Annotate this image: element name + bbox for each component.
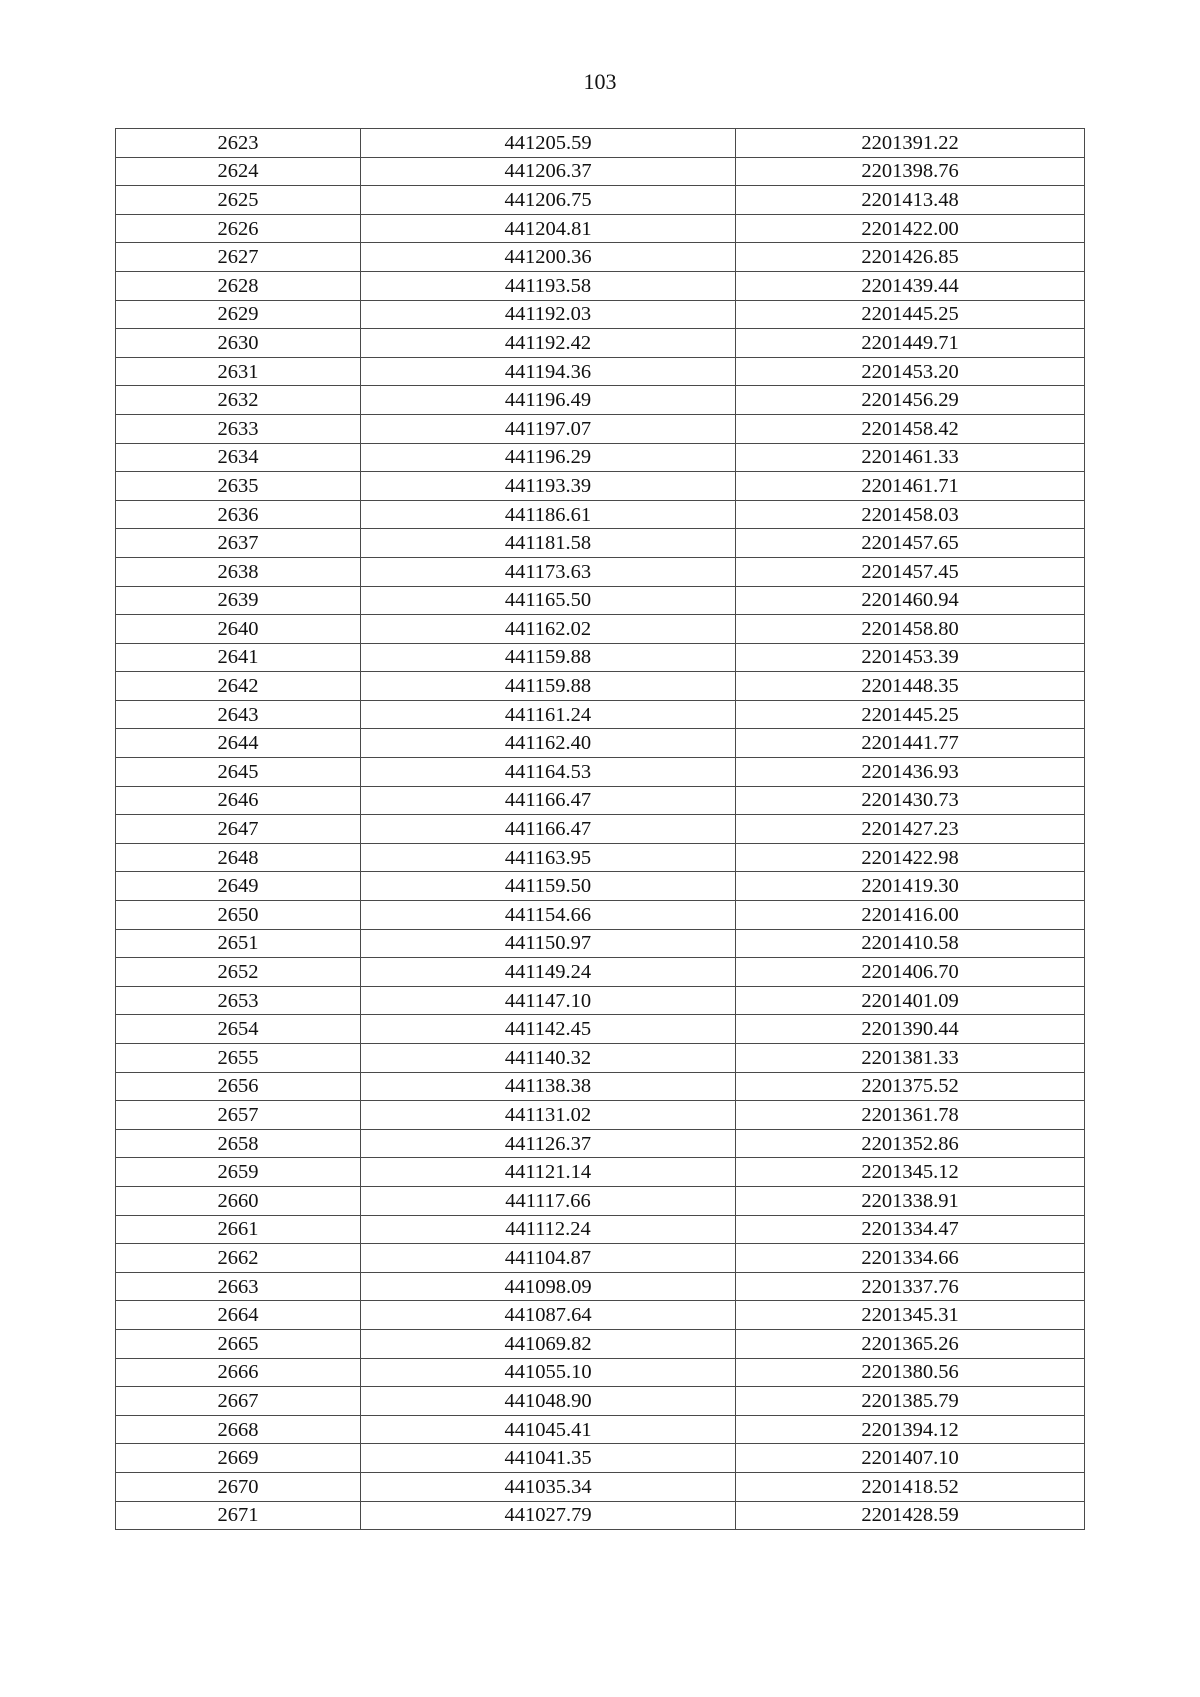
table-row	[116, 729, 1085, 758]
point-number-cell: 2626	[116, 214, 361, 243]
table-row	[116, 586, 1085, 615]
x-coordinate-cell: 441126.37	[361, 1129, 736, 1158]
x-coordinate-cell: 441138.38	[361, 1072, 736, 1101]
x-coordinate-cell: 441162.02	[361, 615, 736, 644]
y-coordinate-cell: 2201401.09	[736, 986, 1085, 1015]
y-coordinate-cell: 2201413.48	[736, 186, 1085, 215]
point-number-cell: 2630	[116, 329, 361, 358]
y-coordinate-cell: 2201381.33	[736, 1044, 1085, 1073]
table-row	[116, 929, 1085, 958]
point-number-cell: 2637	[116, 529, 361, 558]
table-row	[116, 443, 1085, 472]
table-row	[116, 901, 1085, 930]
y-coordinate-cell: 2201428.59	[736, 1501, 1085, 1530]
point-number-cell: 2663	[116, 1272, 361, 1301]
table-row	[116, 1044, 1085, 1073]
table-row	[116, 1101, 1085, 1130]
point-number-cell: 2668	[116, 1415, 361, 1444]
table-row	[116, 1301, 1085, 1330]
y-coordinate-cell: 2201338.91	[736, 1186, 1085, 1215]
y-coordinate-cell: 2201380.56	[736, 1358, 1085, 1387]
point-number-cell: 2640	[116, 615, 361, 644]
point-number-cell: 2671	[116, 1501, 361, 1530]
table-row	[116, 414, 1085, 443]
table-body	[116, 129, 1085, 1530]
point-number-cell: 2636	[116, 500, 361, 529]
x-coordinate-cell: 441197.07	[361, 414, 736, 443]
x-coordinate-cell: 441206.75	[361, 186, 736, 215]
point-number-cell: 2644	[116, 729, 361, 758]
table-row	[116, 815, 1085, 844]
y-coordinate-cell: 2201390.44	[736, 1015, 1085, 1044]
y-coordinate-cell: 2201457.65	[736, 529, 1085, 558]
coordinate-table	[115, 128, 1085, 1530]
y-coordinate-cell: 2201441.77	[736, 729, 1085, 758]
x-coordinate-cell: 441165.50	[361, 586, 736, 615]
point-number-cell: 2657	[116, 1101, 361, 1130]
x-coordinate-cell: 441027.79	[361, 1501, 736, 1530]
point-number-cell: 2662	[116, 1244, 361, 1273]
y-coordinate-cell: 2201461.33	[736, 443, 1085, 472]
point-number-cell: 2625	[116, 186, 361, 215]
point-number-cell: 2650	[116, 901, 361, 930]
point-number-cell: 2669	[116, 1444, 361, 1473]
y-coordinate-cell: 2201430.73	[736, 786, 1085, 815]
table-row	[116, 872, 1085, 901]
x-coordinate-cell: 441045.41	[361, 1415, 736, 1444]
table-row	[116, 186, 1085, 215]
point-number-cell: 2666	[116, 1358, 361, 1387]
x-coordinate-cell: 441154.66	[361, 901, 736, 930]
x-coordinate-cell: 441193.58	[361, 271, 736, 300]
table-row	[116, 1329, 1085, 1358]
table-row	[116, 1244, 1085, 1273]
y-coordinate-cell: 2201422.00	[736, 214, 1085, 243]
x-coordinate-cell: 441035.34	[361, 1472, 736, 1501]
x-coordinate-cell: 441163.95	[361, 843, 736, 872]
y-coordinate-cell: 2201456.29	[736, 386, 1085, 415]
y-coordinate-cell: 2201445.25	[736, 300, 1085, 329]
y-coordinate-cell: 2201394.12	[736, 1415, 1085, 1444]
x-coordinate-cell: 441112.24	[361, 1215, 736, 1244]
point-number-cell: 2648	[116, 843, 361, 872]
y-coordinate-cell: 2201410.58	[736, 929, 1085, 958]
y-coordinate-cell: 2201407.10	[736, 1444, 1085, 1473]
y-coordinate-cell: 2201361.78	[736, 1101, 1085, 1130]
y-coordinate-cell: 2201426.85	[736, 243, 1085, 272]
x-coordinate-cell: 441149.24	[361, 958, 736, 987]
point-number-cell: 2656	[116, 1072, 361, 1101]
x-coordinate-cell: 441140.32	[361, 1044, 736, 1073]
point-number-cell: 2635	[116, 472, 361, 501]
point-number-cell: 2659	[116, 1158, 361, 1187]
table-row	[116, 672, 1085, 701]
point-number-cell: 2661	[116, 1215, 361, 1244]
x-coordinate-cell: 441087.64	[361, 1301, 736, 1330]
table-row	[116, 643, 1085, 672]
table-row	[116, 700, 1085, 729]
x-coordinate-cell: 441162.40	[361, 729, 736, 758]
table-row	[116, 157, 1085, 186]
table-row	[116, 615, 1085, 644]
x-coordinate-cell: 441159.50	[361, 872, 736, 901]
point-number-cell: 2660	[116, 1186, 361, 1215]
y-coordinate-cell: 2201385.79	[736, 1387, 1085, 1416]
table-row	[116, 1415, 1085, 1444]
y-coordinate-cell: 2201365.26	[736, 1329, 1085, 1358]
x-coordinate-cell: 441150.97	[361, 929, 736, 958]
table-row	[116, 843, 1085, 872]
point-number-cell: 2627	[116, 243, 361, 272]
point-number-cell: 2651	[116, 929, 361, 958]
table-row	[116, 1072, 1085, 1101]
table-row	[116, 1015, 1085, 1044]
x-coordinate-cell: 441164.53	[361, 758, 736, 787]
y-coordinate-cell: 2201453.39	[736, 643, 1085, 672]
y-coordinate-cell: 2201449.71	[736, 329, 1085, 358]
point-number-cell: 2647	[116, 815, 361, 844]
x-coordinate-cell: 441069.82	[361, 1329, 736, 1358]
x-coordinate-cell: 441181.58	[361, 529, 736, 558]
x-coordinate-cell: 441194.36	[361, 357, 736, 386]
y-coordinate-cell: 2201352.86	[736, 1129, 1085, 1158]
table-row	[116, 986, 1085, 1015]
point-number-cell: 2643	[116, 700, 361, 729]
page-number: 103	[583, 69, 617, 94]
table-row	[116, 557, 1085, 586]
table-row	[116, 300, 1085, 329]
table-row	[116, 1158, 1085, 1187]
x-coordinate-cell: 441196.49	[361, 386, 736, 415]
point-number-cell: 2655	[116, 1044, 361, 1073]
table-row	[116, 1472, 1085, 1501]
x-coordinate-cell: 441161.24	[361, 700, 736, 729]
y-coordinate-cell: 2201418.52	[736, 1472, 1085, 1501]
x-coordinate-cell: 441104.87	[361, 1244, 736, 1273]
table-row	[116, 129, 1085, 158]
x-coordinate-cell: 441142.45	[361, 1015, 736, 1044]
x-coordinate-cell: 441147.10	[361, 986, 736, 1015]
y-coordinate-cell: 2201334.47	[736, 1215, 1085, 1244]
point-number-cell: 2652	[116, 958, 361, 987]
y-coordinate-cell: 2201436.93	[736, 758, 1085, 787]
x-coordinate-cell: 441192.42	[361, 329, 736, 358]
y-coordinate-cell: 2201419.30	[736, 872, 1085, 901]
point-number-cell: 2670	[116, 1472, 361, 1501]
x-coordinate-cell: 441159.88	[361, 672, 736, 701]
y-coordinate-cell: 2201422.98	[736, 843, 1085, 872]
table-row	[116, 529, 1085, 558]
x-coordinate-cell: 441192.03	[361, 300, 736, 329]
table-row	[116, 1501, 1085, 1530]
point-number-cell: 2653	[116, 986, 361, 1015]
table-row	[116, 1186, 1085, 1215]
table-row	[116, 1215, 1085, 1244]
x-coordinate-cell: 441117.66	[361, 1186, 736, 1215]
x-coordinate-cell: 441098.09	[361, 1272, 736, 1301]
x-coordinate-cell: 441131.02	[361, 1101, 736, 1130]
table-row	[116, 1444, 1085, 1473]
table-row	[116, 329, 1085, 358]
point-number-cell: 2631	[116, 357, 361, 386]
table-row	[116, 1387, 1085, 1416]
y-coordinate-cell: 2201427.23	[736, 815, 1085, 844]
x-coordinate-cell: 441159.88	[361, 643, 736, 672]
point-number-cell: 2634	[116, 443, 361, 472]
table-row	[116, 386, 1085, 415]
point-number-cell: 2638	[116, 557, 361, 586]
table-row	[116, 1272, 1085, 1301]
y-coordinate-cell: 2201445.25	[736, 700, 1085, 729]
x-coordinate-cell: 441205.59	[361, 129, 736, 158]
y-coordinate-cell: 2201457.45	[736, 557, 1085, 586]
table-row	[116, 472, 1085, 501]
point-number-cell: 2641	[116, 643, 361, 672]
y-coordinate-cell: 2201458.80	[736, 615, 1085, 644]
x-coordinate-cell: 441166.47	[361, 815, 736, 844]
y-coordinate-cell: 2201398.76	[736, 157, 1085, 186]
point-number-cell: 2665	[116, 1329, 361, 1358]
y-coordinate-cell: 2201345.12	[736, 1158, 1085, 1187]
point-number-cell: 2645	[116, 758, 361, 787]
y-coordinate-cell: 2201460.94	[736, 586, 1085, 615]
table-row	[116, 214, 1085, 243]
y-coordinate-cell: 2201345.31	[736, 1301, 1085, 1330]
y-coordinate-cell: 2201453.20	[736, 357, 1085, 386]
point-number-cell: 2624	[116, 157, 361, 186]
point-number-cell: 2658	[116, 1129, 361, 1158]
point-number-cell: 2629	[116, 300, 361, 329]
point-number-cell: 2632	[116, 386, 361, 415]
y-coordinate-cell: 2201458.03	[736, 500, 1085, 529]
y-coordinate-cell: 2201439.44	[736, 271, 1085, 300]
x-coordinate-cell: 441206.37	[361, 157, 736, 186]
table-row	[116, 1358, 1085, 1387]
table-row	[116, 758, 1085, 787]
x-coordinate-cell: 441204.81	[361, 214, 736, 243]
x-coordinate-cell: 441055.10	[361, 1358, 736, 1387]
x-coordinate-cell: 441121.14	[361, 1158, 736, 1187]
y-coordinate-cell: 2201375.52	[736, 1072, 1085, 1101]
x-coordinate-cell: 441193.39	[361, 472, 736, 501]
table-row	[116, 786, 1085, 815]
point-number-cell: 2667	[116, 1387, 361, 1416]
table-row	[116, 500, 1085, 529]
x-coordinate-cell: 441196.29	[361, 443, 736, 472]
x-coordinate-cell: 441200.36	[361, 243, 736, 272]
y-coordinate-cell: 2201448.35	[736, 672, 1085, 701]
y-coordinate-cell: 2201458.42	[736, 414, 1085, 443]
point-number-cell: 2623	[116, 129, 361, 158]
y-coordinate-cell: 2201461.71	[736, 472, 1085, 501]
point-number-cell: 2633	[116, 414, 361, 443]
table-row	[116, 1129, 1085, 1158]
x-coordinate-cell: 441173.63	[361, 557, 736, 586]
table-row	[116, 243, 1085, 272]
x-coordinate-cell: 441186.61	[361, 500, 736, 529]
x-coordinate-cell: 441048.90	[361, 1387, 736, 1416]
y-coordinate-cell: 2201406.70	[736, 958, 1085, 987]
y-coordinate-cell: 2201391.22	[736, 129, 1085, 158]
y-coordinate-cell: 2201337.76	[736, 1272, 1085, 1301]
point-number-cell: 2639	[116, 586, 361, 615]
y-coordinate-cell: 2201334.66	[736, 1244, 1085, 1273]
table-row	[116, 357, 1085, 386]
y-coordinate-cell: 2201416.00	[736, 901, 1085, 930]
point-number-cell: 2628	[116, 271, 361, 300]
table-row	[116, 271, 1085, 300]
x-coordinate-cell: 441041.35	[361, 1444, 736, 1473]
x-coordinate-cell: 441166.47	[361, 786, 736, 815]
point-number-cell: 2649	[116, 872, 361, 901]
point-number-cell: 2646	[116, 786, 361, 815]
table-row	[116, 958, 1085, 987]
point-number-cell: 2654	[116, 1015, 361, 1044]
point-number-cell: 2664	[116, 1301, 361, 1330]
point-number-cell: 2642	[116, 672, 361, 701]
